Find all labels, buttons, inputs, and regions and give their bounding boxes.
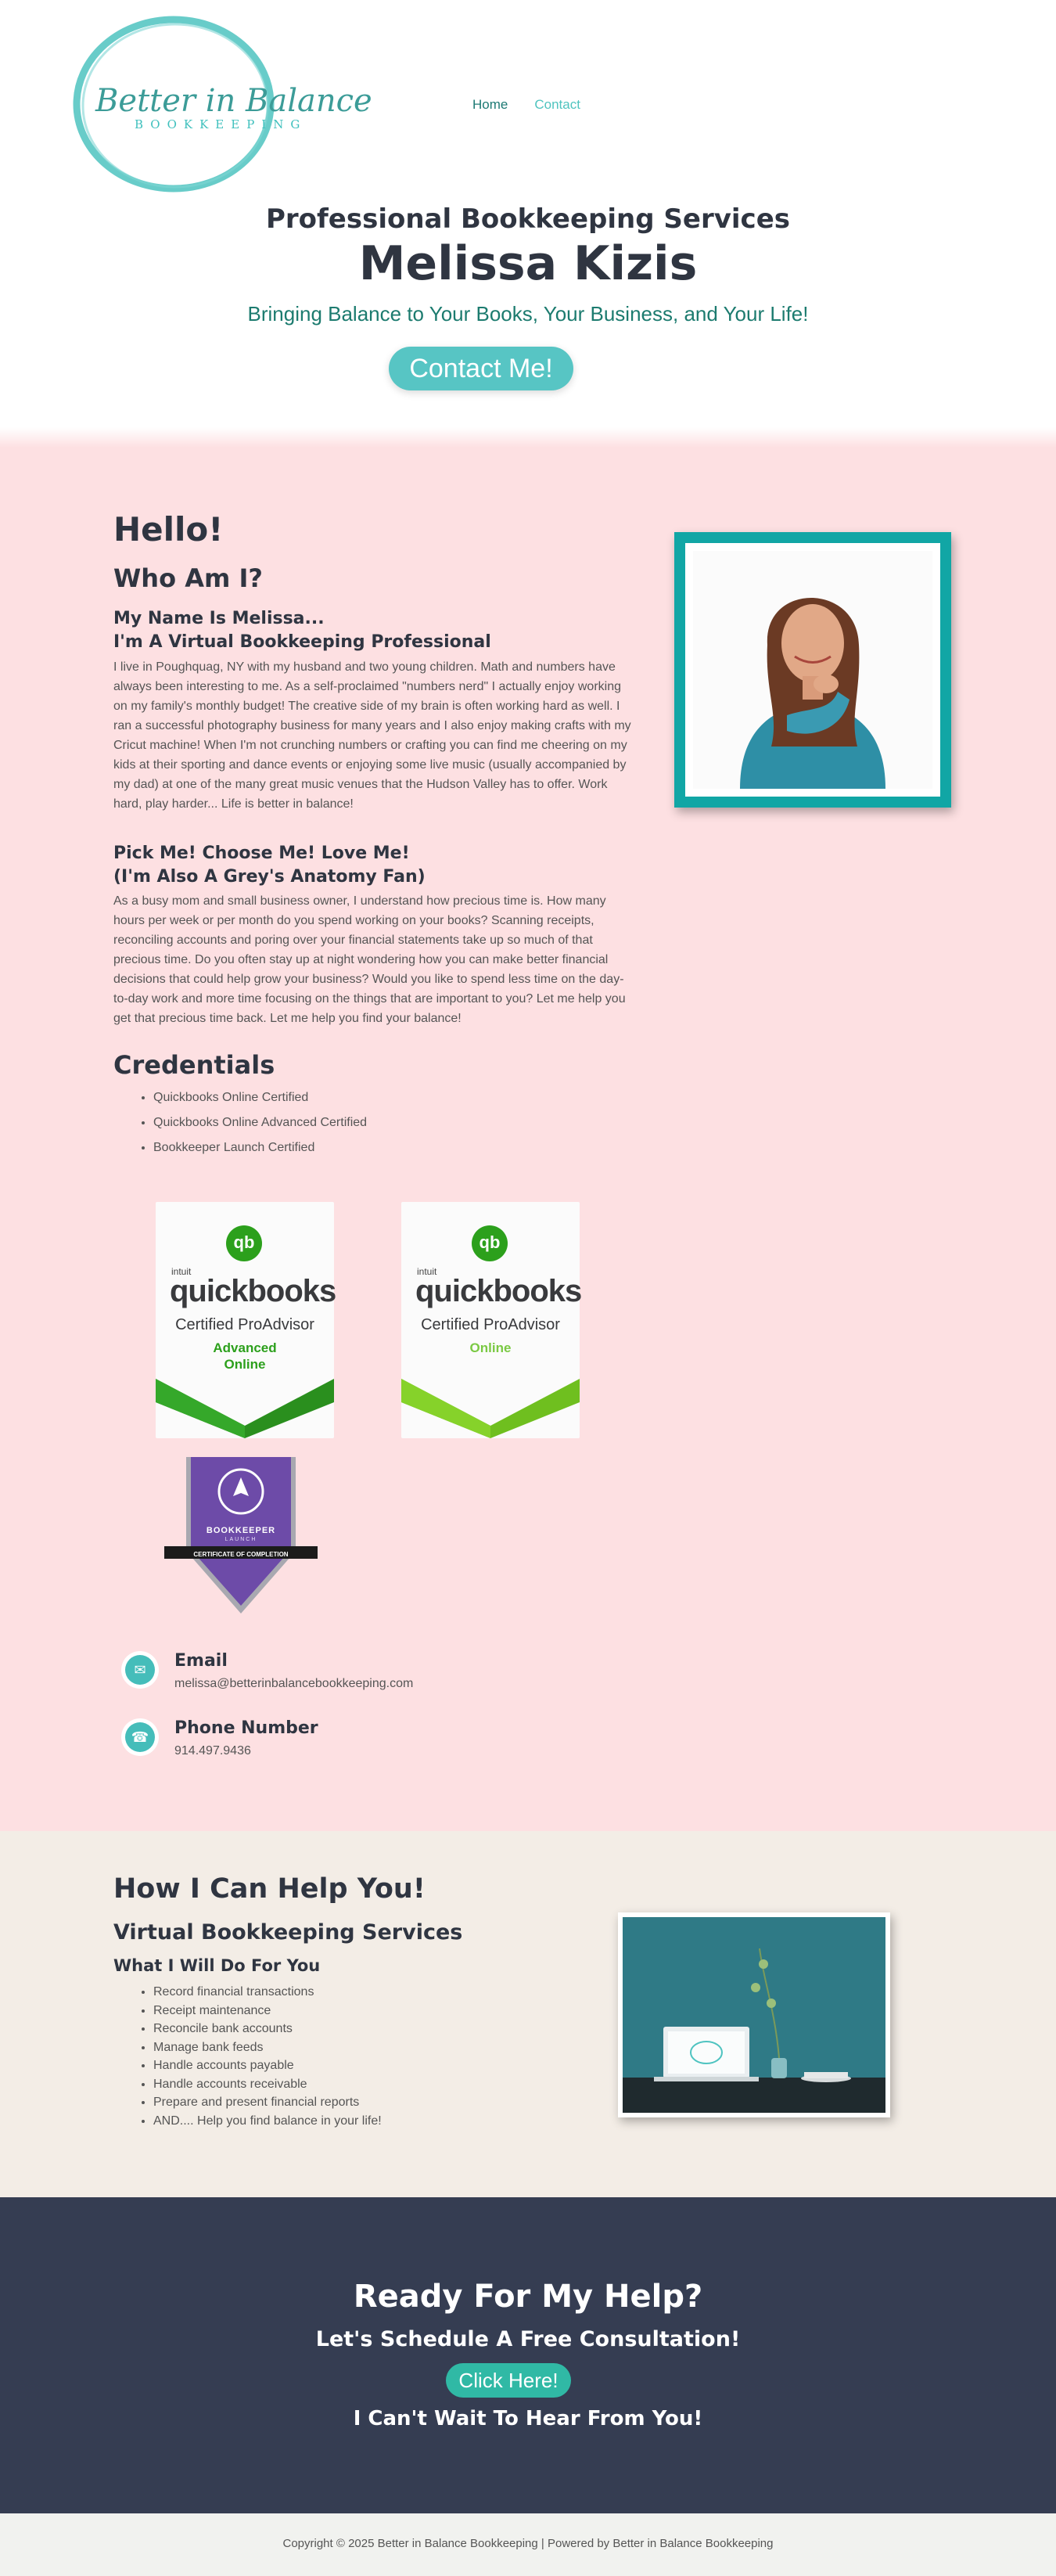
bookkeeper-launch-badge [164, 1457, 318, 1623]
cta-closing: I Can't Wait To Hear From You! [353, 2407, 703, 2430]
intuit-label: intuit [417, 1266, 437, 1277]
bio-paragraph: I live in Poughquag, NY with my husband and two young children. Math and numbers have always been interesting to me. As a self-proclaimed "numbers nerd" I actually enjoy working on my family's monthly budget! The creative side of my brain is often working hard as well. I ran a successful photography business for many years and I also enjoy making crafts with my Cricut machine! When I'm not crunching numbers or crafting you can find me cheering on my kids at their sporting and dance events or enjoying some live music (usually accompanied by my dad) at one of the many great music venues that the Hudson Valley has to offer. Work hard, play harder... Life is better in balance! [113, 660, 631, 811]
pick-line-2: (I'm Also A Grey's Anatomy Fan) [113, 867, 426, 887]
email-label: Email [174, 1651, 228, 1671]
click-here-button[interactable]: Click Here! [446, 2363, 571, 2398]
cta-title: Ready For My Help? [353, 2279, 703, 2315]
email-icon: ✉ [121, 1651, 159, 1689]
nav-contact[interactable]: Contact [534, 97, 580, 112]
footer-copyright: Copyright © 2025 Better in Balance Bookkeeping | Powered by Better in Balance Bookkeeping [282, 2537, 774, 2550]
list-item: • AND.... Help you find balance in your life! [153, 2112, 382, 2131]
list-item: • Quickbooks Online Certified [153, 1091, 367, 1105]
services-heading: Virtual Bookkeeping Services [113, 1920, 463, 1945]
quickbooks-logo-icon: qb [226, 1225, 262, 1261]
phone-label: Phone Number [174, 1718, 318, 1738]
contact-me-button[interactable]: Contact Me! [389, 347, 573, 390]
portrait-image [693, 551, 932, 789]
desk-photo [618, 1912, 890, 2117]
advanced-line-2: Online [224, 1357, 266, 1372]
cta-section [0, 2197, 1056, 2513]
list-item: • Manage bank feeds [153, 2038, 382, 2057]
nav-home[interactable]: Home [472, 97, 508, 112]
launch-title: BOOKKEEPER [206, 1526, 276, 1535]
credentials-heading: Credentials [113, 1050, 275, 1080]
quickbooks-wordmark: quickbooks [170, 1274, 336, 1308]
phone-contact [121, 1718, 318, 1758]
list-item: • Record financial transactions [153, 1983, 382, 2002]
help-section [0, 1831, 1056, 2197]
list-item: • Quickbooks Online Advanced Certified [153, 1116, 367, 1130]
chevron-green-icon [156, 1347, 334, 1438]
certified-proadvisor-label: Certified ProAdvisor [421, 1316, 560, 1333]
quickbooks-wordmark: quickbooks [415, 1274, 582, 1308]
list-item: • Prepare and present financial reports [153, 2093, 382, 2112]
logo-script-text: Better in Balance [95, 83, 372, 119]
launch-subtitle: LAUNCH [224, 1537, 257, 1542]
cta-subtitle: Let's Schedule A Free Consultation! [315, 2327, 741, 2351]
intro-line-2: I'm A Virtual Bookkeeping Professional [113, 632, 491, 652]
list-item: • Reconcile bank accounts [153, 2020, 382, 2038]
who-heading: Who Am I? [113, 563, 263, 593]
chevron-lime-icon [401, 1347, 580, 1438]
hero-subtitle: Professional Bookkeeping Services [265, 203, 791, 235]
list-item: • Handle accounts receivable [153, 2075, 382, 2094]
help-heading: How I Can Help You! [113, 1873, 426, 1905]
profile-photo [674, 532, 951, 808]
pitch-paragraph: As a busy mom and small business owner, I understand how precious time is. How many hours per week or per month do you spend working on your books? Scanning receipts, reconciling accounts and poring over your financial statements take up so much of that precious time. Do you often stay up at night wondering how you can make better financial decisions that could help grow your business? Would you like to spend less time on the day-to-day work and more time focusing on the things that are important to you? Let me help you get that precious time back. Let me help you find your balance! [113, 894, 626, 1025]
email-value[interactable]: melissa@betterinbalancebookkeeping.com [174, 1677, 414, 1690]
phone-icon: ☎ [121, 1718, 159, 1756]
intro-heading [113, 607, 491, 654]
launch-banner-text: CERTIFICATE OF COMPLETION [193, 1551, 289, 1558]
main-nav [472, 97, 580, 113]
intuit-label: intuit [171, 1266, 192, 1277]
header-fade [0, 427, 1056, 448]
logo-subtitle: BOOKKEEPING [135, 117, 307, 131]
advanced-line-1: Advanced [213, 1340, 277, 1355]
badge-level-label: Online [469, 1340, 512, 1355]
hero-name: Melissa Kizis [358, 236, 698, 291]
certified-proadvisor-label: Certified ProAdvisor [175, 1316, 314, 1333]
services-list [153, 1983, 382, 2130]
email-contact [121, 1651, 413, 1691]
site-footer [0, 2513, 1056, 2576]
phone-value[interactable]: 914.497.9436 [174, 1744, 251, 1758]
desk-laptop-image [623, 1917, 885, 2113]
intro-line-1: My Name Is Melissa... [113, 609, 325, 628]
quickbooks-logo-icon: qb [472, 1225, 508, 1261]
quickbooks-advanced-badge [156, 1202, 334, 1438]
hello-heading: Hello! [113, 510, 224, 549]
pick-me-heading [113, 842, 426, 889]
pick-line-1: Pick Me! Choose Me! Love Me! [113, 844, 410, 863]
site-header [0, 0, 1056, 448]
about-section [0, 448, 1056, 1831]
quickbooks-online-badge [401, 1202, 580, 1438]
credentials-list [153, 1091, 367, 1166]
list-item: • Bookkeeper Launch Certified [153, 1141, 367, 1155]
services-list-heading: What I Will Do For You [113, 1956, 321, 1975]
hero-tagline: Bringing Balance to Your Books, Your Business, and Your Life! [247, 302, 809, 326]
list-item: • Receipt maintenance [153, 2002, 382, 2020]
list-item: • Handle accounts payable [153, 2056, 382, 2075]
